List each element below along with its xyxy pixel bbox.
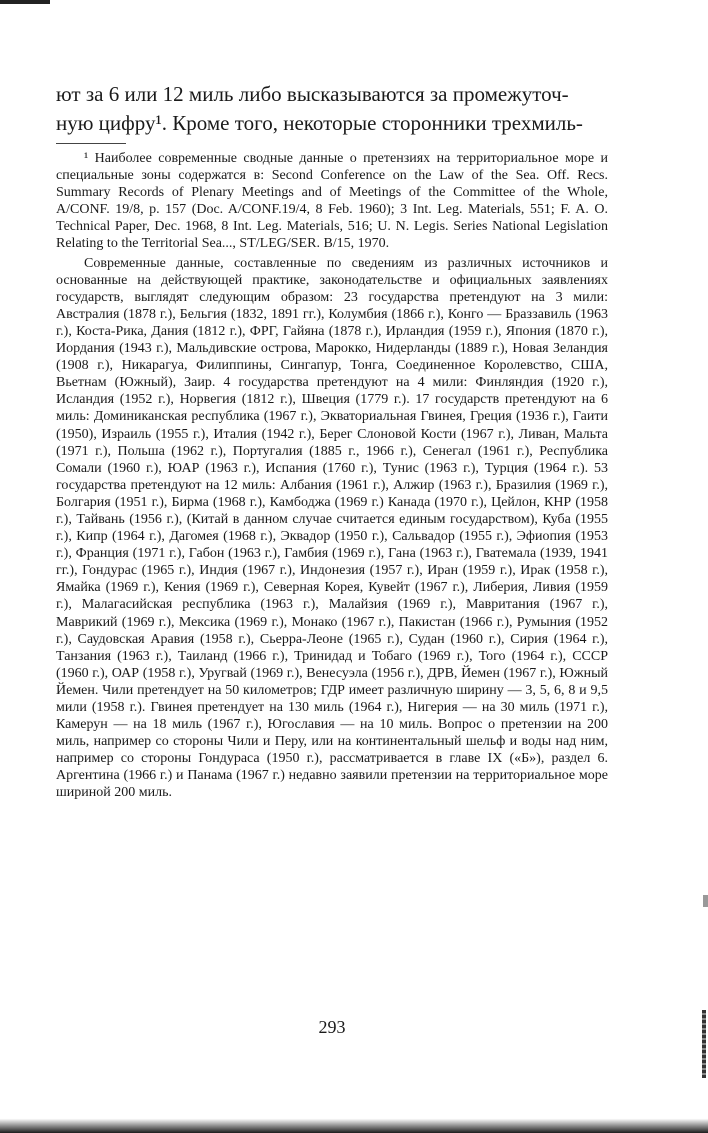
footnote-data-paragraph: Современные данные, составленные по сведениям из различных источников и основанные на действующей практике, законодательстве и официальных заявлениях государств, выглядят следующим образом: 23 государства претендуют на 3 мили: Австралия (1878 г.), Бельгия (1832, 1891 гг.), Колумбия (1866 г.), Конго — Браззавиль (1963 г.), Коста-Рика, Дания (1812 г.), ФРГ, Гайяна (1878 г.), Ирландия (1959 г.), Япония (1870 г.), Иордания (1943 г.), Мальдивские острова, Марокко, Нидерланды (1889 г.), Новая Зеландия (1908 г.), Никарагуа, Филиппины, Сингапур, Тонга, Соединенное Королевство, США, Вьетнам (Южный), Заир. 4 государства претендуют на 4 мили: Финляндия (1920 г.), Исландия (1952 г.), Норвегия (1812 г.), Швеция (1779 г.). 17 государств претендуют на 6 миль: Доминиканская республика (1967 г.), Экваториальная Гвинея, Греция (1936 г.), Гаити (1950), Израиль (1955 г.), Италия (1942 г.), Берег Слоновой Кости (1967 г.), Ливан, Мальта (1971 г.), Польша (1962 г.), Португалия (1885 г., 1966 г.), Сенегал (1961 г.), Республика Сомали (1960 г.), ЮАР (1963 г.), Испания (1760 г.), Тунис (1963 г.), Турция (1964 г.). 53 государства претендуют на 12 миль: Албания (1961 г.), Алжир (1963 г.), Бразилия (1969 г.), Болгария (1951 г.), Бирма (1968 г.), Камбоджа (1969 г.) Канада (1970 г.), Цейлон, КНР (1958 г.), Тайвань (1956 г.), (Китай в данном случае считается единым государством), Куба (1955 г.), Кипр (1964 г.), Дагомея (1968 г.), Эквадор (1950 г.), Сальвадор (1955 г.), Эфиопия (1953 г.), Франция (1971 г.), Габон (1963 г.), Гамбия (1969 г.), Гана (1963 г.), Гватемала (1939, 1941 гг.), Гондурас (1965 г.), Индия (1967 г.), Индонезия (1957 г.), Иран (1959 г.), Ирак (1958 г.), Ямайка (1969 г.), Кения (1969 г.), Северная Корея, Кувейт (1967 г.), Либерия, Ливия (1959 г.), Малагасийская республика (1963 г.), Малайзия (1969 г.), Мавритания (1967 г.), Маврикий (1969 г.), Мексика (1969 г.), Монако (1967 г.), Пакистан (1966 г.), Румыния (1952 г.), Саудовская Аравия (1958 г.), Сьерра-Леоне (1965 г.), Судан (1960 г.), Сирия (1964 г.), Танзания (1963 г.), Таиланд (1966 г.), Тринидад и Тобаго (1969 г.), Того (1964 г.), СССР (1960 г.), ОАР (1958 г.), Уругвай (1969 г.), Венесуэла (1956 г.), ДРВ, Йемен (1967 г.), Южный Йемен. Чили претендует на 50 километров; ГДР имеет различную ширину — 3, 5, 6, 8 и 9,5 мили (1958 г.). Гвинея претендует на 130 миль (1964 г.), Нигерия — на 30 миль (1971 г.), Камерун — на 18 миль (1967 г.), Югославия — на 10 миль. Вопрос о претензии на 200 миль, например со стороны Чили и Перу, или на континентальный шельф и воды над ним, например со стороны Гондураса (1950 г.), рассматривается в главе IX («Б»), раздел 6. Аргентина (1966 г.) и Панама (1967 г.) недавно заявили претензии на территориальное море шириной 200 миль. — [56, 255, 608, 801]
scan-edge-mark — [0, 0, 50, 4]
footnote-sources: ¹ Наиболее современные сводные данные о претензиях на территориальное море и специальные зоны содержатся в: Second Conference on the Law of the Sea. Off. Recs. Summary Records of Plenary Meetings and of Meetings of the Committee of the Whole, A/CONF. 19/8, p. 157 (Doc. A/CONF.19/4, 8 Feb. 1960); 3 Int. Leg. Materials, 551; F. A. O. Technical Paper, Dec. 1968, 8 Int. Leg. Materials, 516; U. N. Legis. Series National Legislation Relating to the Territorial Sea..., ST/LEG/SER. B/15, 1970. — [56, 151, 608, 252]
scan-binding-mark — [702, 1010, 706, 1078]
footnote-block — [56, 150, 608, 802]
body-text-line-2: ную цифру¹. Кроме того, некоторые сторонники трехмиль- — [56, 111, 583, 135]
scan-bottom-edge — [0, 1115, 708, 1133]
footnote-divider — [56, 143, 126, 144]
body-text — [56, 80, 608, 138]
scan-speck — [703, 895, 708, 907]
body-text-line-1: ют за 6 или 12 миль либо высказываются за промежуточ- — [56, 82, 569, 106]
page-number: 293 — [318, 1017, 346, 1037]
